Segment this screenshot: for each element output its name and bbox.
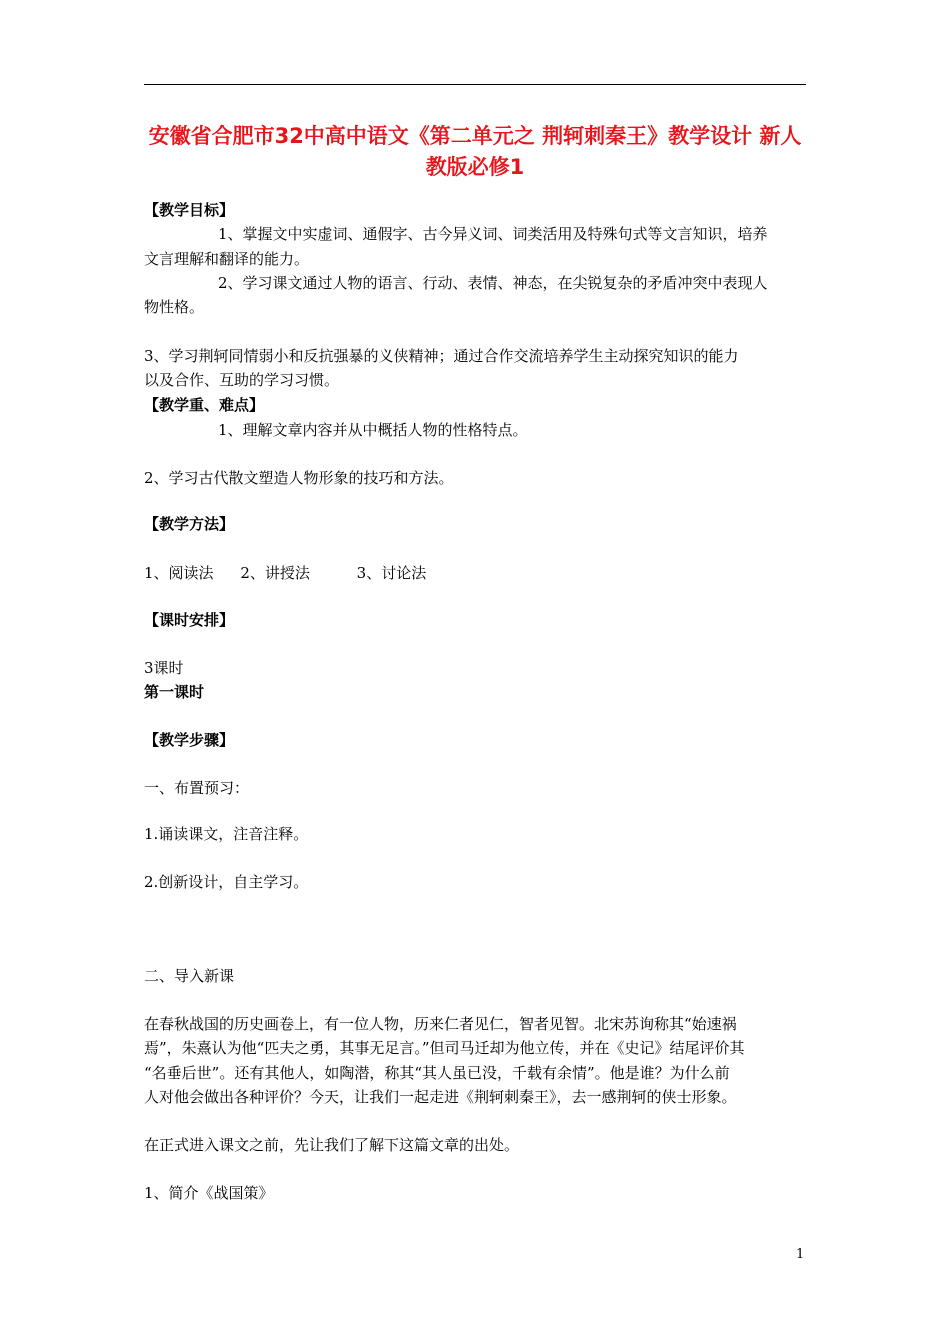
first-lesson-label: 第一课时 <box>144 683 205 701</box>
step-1-item-2: 2.创新设计，自主学习。 <box>144 873 309 891</box>
keypoints-heading: 【教学重、难点】 <box>144 396 265 414</box>
step-1-item-1: 1.诵读课文，注音注释。 <box>144 825 309 843</box>
method-item: 3、讨论法 <box>356 564 427 582</box>
source-item-1: 1、简介《战国策》 <box>144 1184 274 1202</box>
methods-heading: 【教学方法】 <box>144 515 235 533</box>
intro-paragraph-line-4: 人对他会做出各种评价？今天，让我们一起走进《荆轲刺秦王》，去一感荆轲的侠士形象。 <box>144 1088 737 1106</box>
step-2-heading: 二、导入新课 <box>144 967 235 985</box>
document-title: 安徽省合肥市32中高中语文《第二单元之 荆轲刺秦王》教学设计 新人教版必修1 <box>148 124 802 179</box>
intro-paragraph-line-3: “名垂后世”。还有其他人，如陶潜，称其“其人虽已没，千载有余情”。他是谁？为什么前 <box>144 1064 730 1082</box>
intro-paragraph-line-2: 焉”，朱熹认为他“匹夫之勇，其事无足言。”但司马迁却为他立传，并在《史记》结尾评价其 <box>144 1039 745 1057</box>
source-intro: 在正式进入课文之前，先让我们了解下这篇文章的出处。 <box>144 1136 520 1154</box>
keypoint-1: 1、理解文章内容并从中概括人物的性格特点。 <box>218 421 528 439</box>
schedule-heading: 【课时安排】 <box>144 611 235 629</box>
objective-2-line-2: 物性格。 <box>144 298 205 316</box>
schedule-value: 3课时 <box>144 659 184 677</box>
objective-3-line-2: 以及合作、互助的学习习惯。 <box>144 371 340 389</box>
header-rule <box>144 84 806 85</box>
page-number: 1 <box>796 1247 805 1262</box>
objective-1-line-2: 文言理解和翻译的能力。 <box>144 250 310 268</box>
objective-2-line-1: 2、学习课文通过人物的语言、行动、表情、神态，在尖锐复杂的矛盾冲突中表现人 <box>218 274 768 292</box>
step-1-heading: 一、布置预习： <box>144 779 250 797</box>
steps-heading: 【教学步骤】 <box>144 731 235 749</box>
method-item: 1、阅读法 <box>144 564 214 582</box>
intro-paragraph-line-1: 在春秋战国的历史画卷上，有一位人物，历来仁者见仁，智者见智。北宋苏询称其“始速祸 <box>144 1015 737 1033</box>
methods-list <box>144 561 426 585</box>
objective-1-line-1: 1、掌握文中实虚词、通假字、古今异义词、词类活用及特殊句式等文言知识，培养 <box>218 225 768 243</box>
objective-3-line-1: 3、学习荆轲同情弱小和反抗强暴的义侠精神；通过合作交流培养学生主动探究知识的能力 <box>144 347 739 365</box>
method-item: 2、讲授法 <box>240 564 310 582</box>
keypoint-2: 2、学习古代散文塑造人物形象的技巧和方法。 <box>144 469 454 487</box>
objectives-heading: 【教学目标】 <box>144 201 235 219</box>
